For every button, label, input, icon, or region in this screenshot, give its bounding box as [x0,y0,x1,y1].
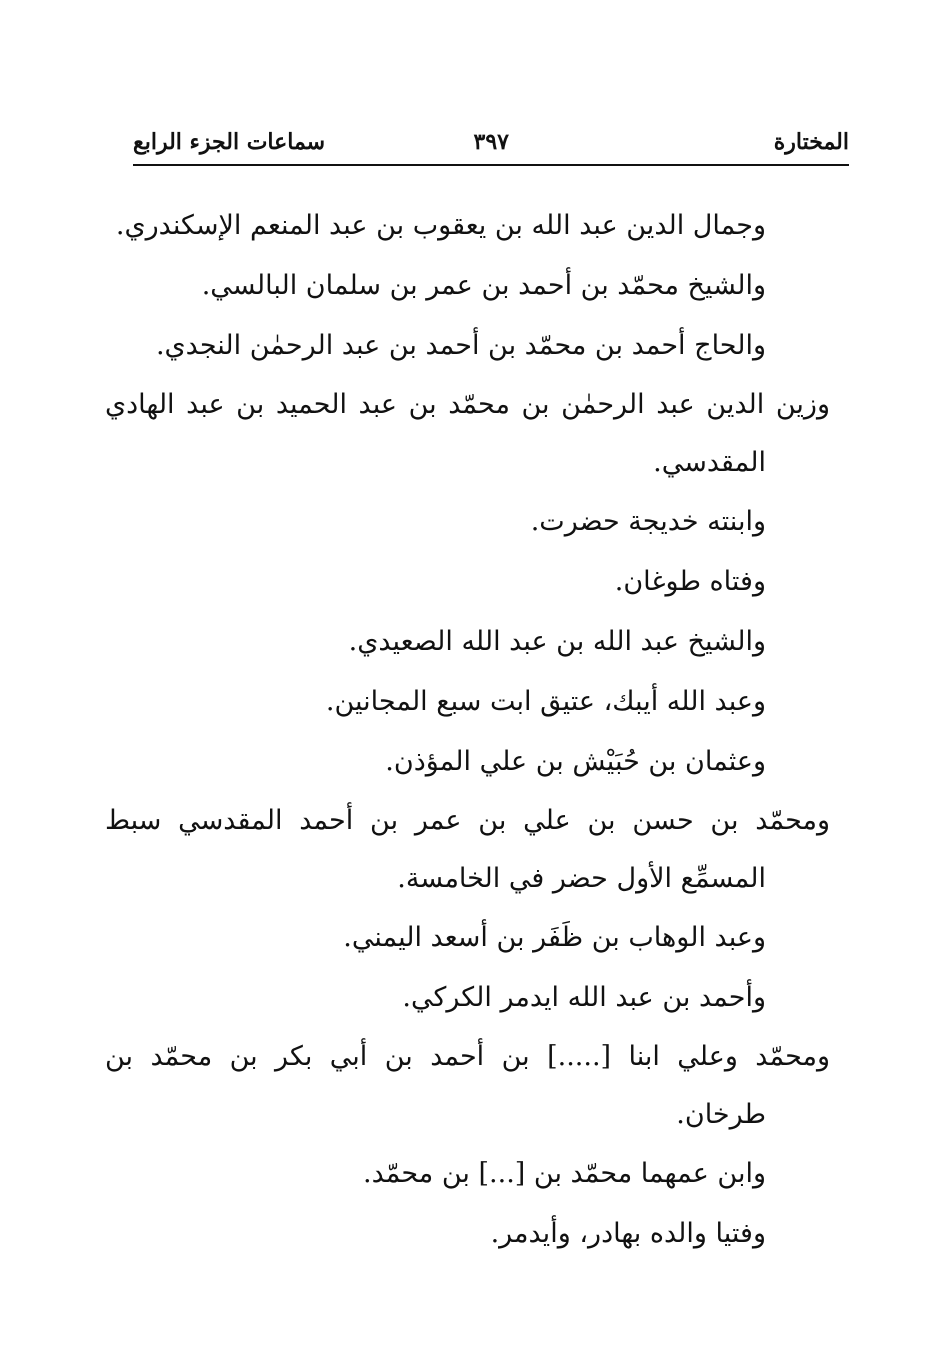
text-line: وعبد الوهاب بن ظَفَر بن أسعد اليمني. [343,922,766,953]
text-line: وابن عمهما محمّد بن [...] بن محمّد. [363,1158,766,1189]
text-line: ومحمّد بن حسن بن علي بن عمر بن أحمد المقدسي سبط المسمِّع الأول حضر في الخامسة. [105,805,830,894]
text-line: وجمال الدين عبد الله بن يعقوب بن عبد المنعم الإسكندري. [115,210,766,241]
text-line: والحاج أحمد بن محمّد بن أحمد بن عبد الرحمٰن النجدي. [155,330,766,361]
running-header [133,125,849,165]
text-line: وفتاه طوغان. [614,566,766,597]
text-line: وأحمد بن عبد الله ايدمر الكركي. [402,982,766,1013]
text-line: والشيخ عبد الله بن عبد الله الصعيدي. [348,626,766,657]
header-rule [133,164,849,166]
text-line: وفتيا والده بهادر، وأيدمر. [490,1218,766,1249]
text-line: وابنته خديجة حضرت. [530,506,766,537]
text-line: والشيخ محمّد بن أحمد بن عمر بن سلمان البالسي. [201,270,766,301]
text-line: وزين الدين عبد الرحمٰن بن محمّد بن عبد الحميد بن عبد الهادي المقدسي. [105,389,830,478]
text-line: وعثمان بن حُبَيْش بن علي المؤذن. [385,746,766,777]
text-line: ومحمّد وعلي ابنا [.....] بن أحمد بن أبي بكر بن محمّد بن طرخان. [105,1041,830,1130]
header-book-title: المختارة [773,129,849,155]
text-line: وعبد الله أيبك، عتيق ابت سبع المجانين. [325,686,766,717]
page-number: ٣٩٧ [473,129,509,155]
header-section-title: سماعات الجزء الرابع [133,129,326,155]
text-body [105,196,830,1264]
